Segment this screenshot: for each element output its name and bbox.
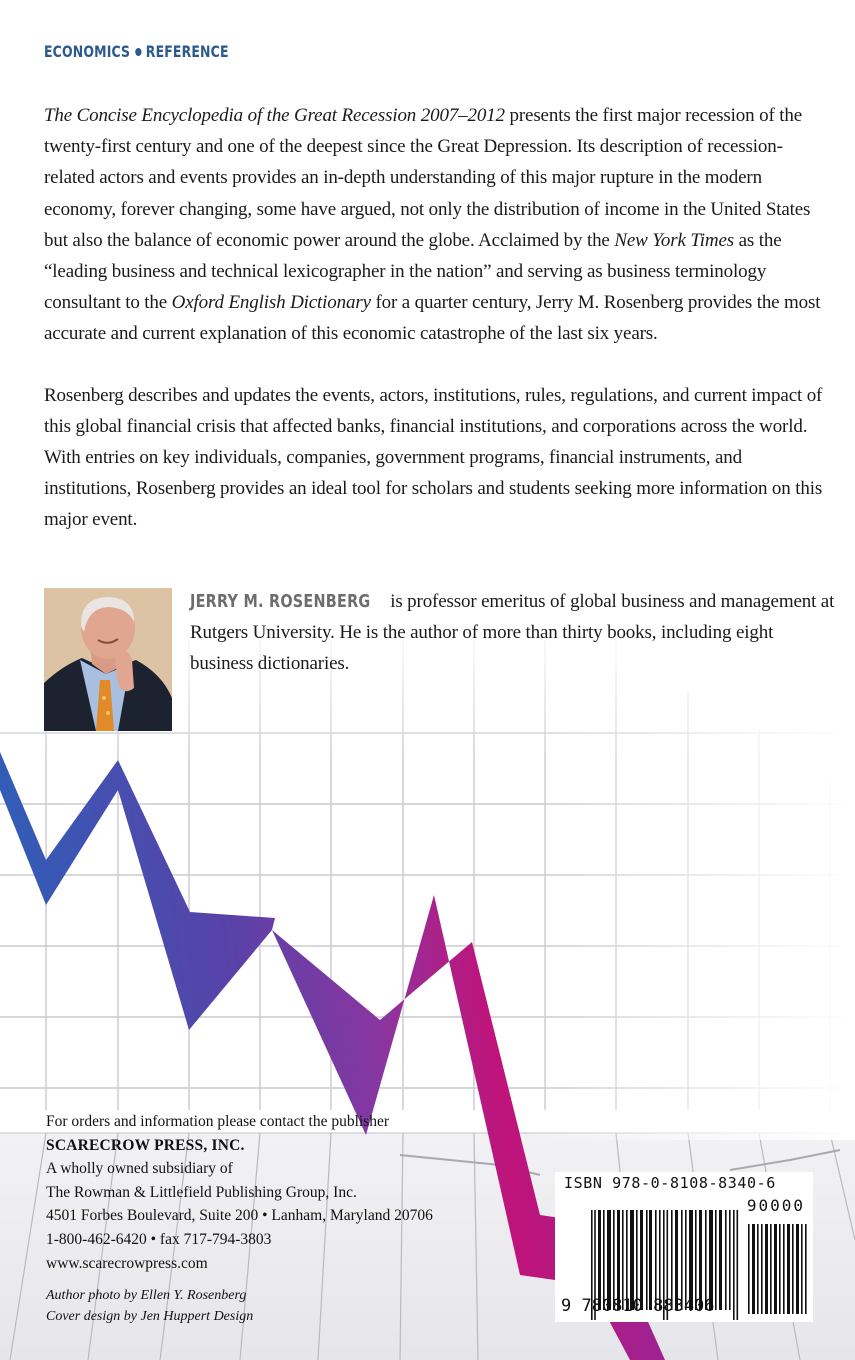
author-photo: [44, 588, 172, 731]
isbn-barcode: [555, 1172, 813, 1322]
author-bio: [190, 586, 840, 679]
description-paragraph-2: Rosenberg describes and updates the events, actors, institutions, rules, regulations, and current impact of this global financial crisis that affected banks, financial institutions, and corporations across the world. With entries on key individuals, companies, government programs, financial instruments, and institutions, Rosenberg provides an ideal tool for scholars and students seeking more information on this major event.: [44, 384, 823, 531]
price-code: 90000: [746, 1196, 805, 1215]
author-bio-text: is professor emeritus of global business and management at Rutgers University. He is the author of more than thirty books, including eight business dictionaries.: [190, 591, 835, 674]
category-reference: REFERENCE: [145, 42, 229, 61]
author-name: JERRY M. ROSENBERG: [190, 591, 371, 612]
category-economics: ECONOMICS: [44, 42, 131, 61]
photo-credit: Author photo by Ellen Y. Rosenberg: [46, 1288, 247, 1303]
description-text: for a quarter century, Jerry M. Rosenberg provides the most accurate and current explanation of this economic catastrophe of the last six years.: [44, 292, 821, 345]
description-text: as the “leading business and technical lexicographer in the nation” and serving as business terminology consultant to the: [44, 229, 782, 314]
cover-credits: [46, 1286, 253, 1327]
nyt-italic: New York Times: [614, 229, 734, 251]
publisher-parent: The Rowman & Littlefield Publishing Group, Inc.: [46, 1183, 357, 1201]
description-text: presents the first major recession of the twenty-first century and one of the deepest since the Great Depression. Its description of recession-related actors and events provides an in-depth understanding of this major rupture in the modern economy, forever changing, some have argued, not only the distribution of income in the United States but also the balance of economic power around the globe. Acclaimed by the: [44, 105, 811, 251]
author-section: [44, 588, 834, 733]
publisher-website[interactable]: www.scarecrowpress.com: [46, 1254, 208, 1272]
isbn-number: ISBN 978-0-8108-8340-6: [564, 1174, 776, 1192]
book-title-italic: The Concise Encyclopedia of the Great Recession 2007–2012: [44, 105, 505, 126]
bullet-dot-icon: [135, 48, 141, 56]
price-barcode-icon: [748, 1224, 808, 1314]
author-portrait-icon: [44, 588, 172, 731]
publisher-address: 4501 Forbes Boulevard, Suite 200 • Lanham, Maryland 20706: [46, 1207, 433, 1225]
publisher-name: SCARECROW PRESS, INC.: [46, 1136, 245, 1154]
description-paragraph-1: [44, 100, 824, 350]
book-description: [44, 100, 824, 536]
category-label: [44, 42, 229, 61]
publisher-phone: 1-800-462-6420 • fax 717-794-3803: [46, 1230, 272, 1248]
design-credit: Cover design by Jen Huppert Design: [46, 1308, 254, 1324]
oed-italic: Oxford English Dictionary: [171, 292, 371, 314]
ean-digits: 9 780810 883406: [561, 1296, 715, 1316]
publisher-info: [46, 1110, 433, 1275]
publisher-intro: For orders and information please contact the publisher: [46, 1113, 390, 1130]
publisher-subsidiary: A wholly owned subsidiary of: [46, 1160, 233, 1178]
